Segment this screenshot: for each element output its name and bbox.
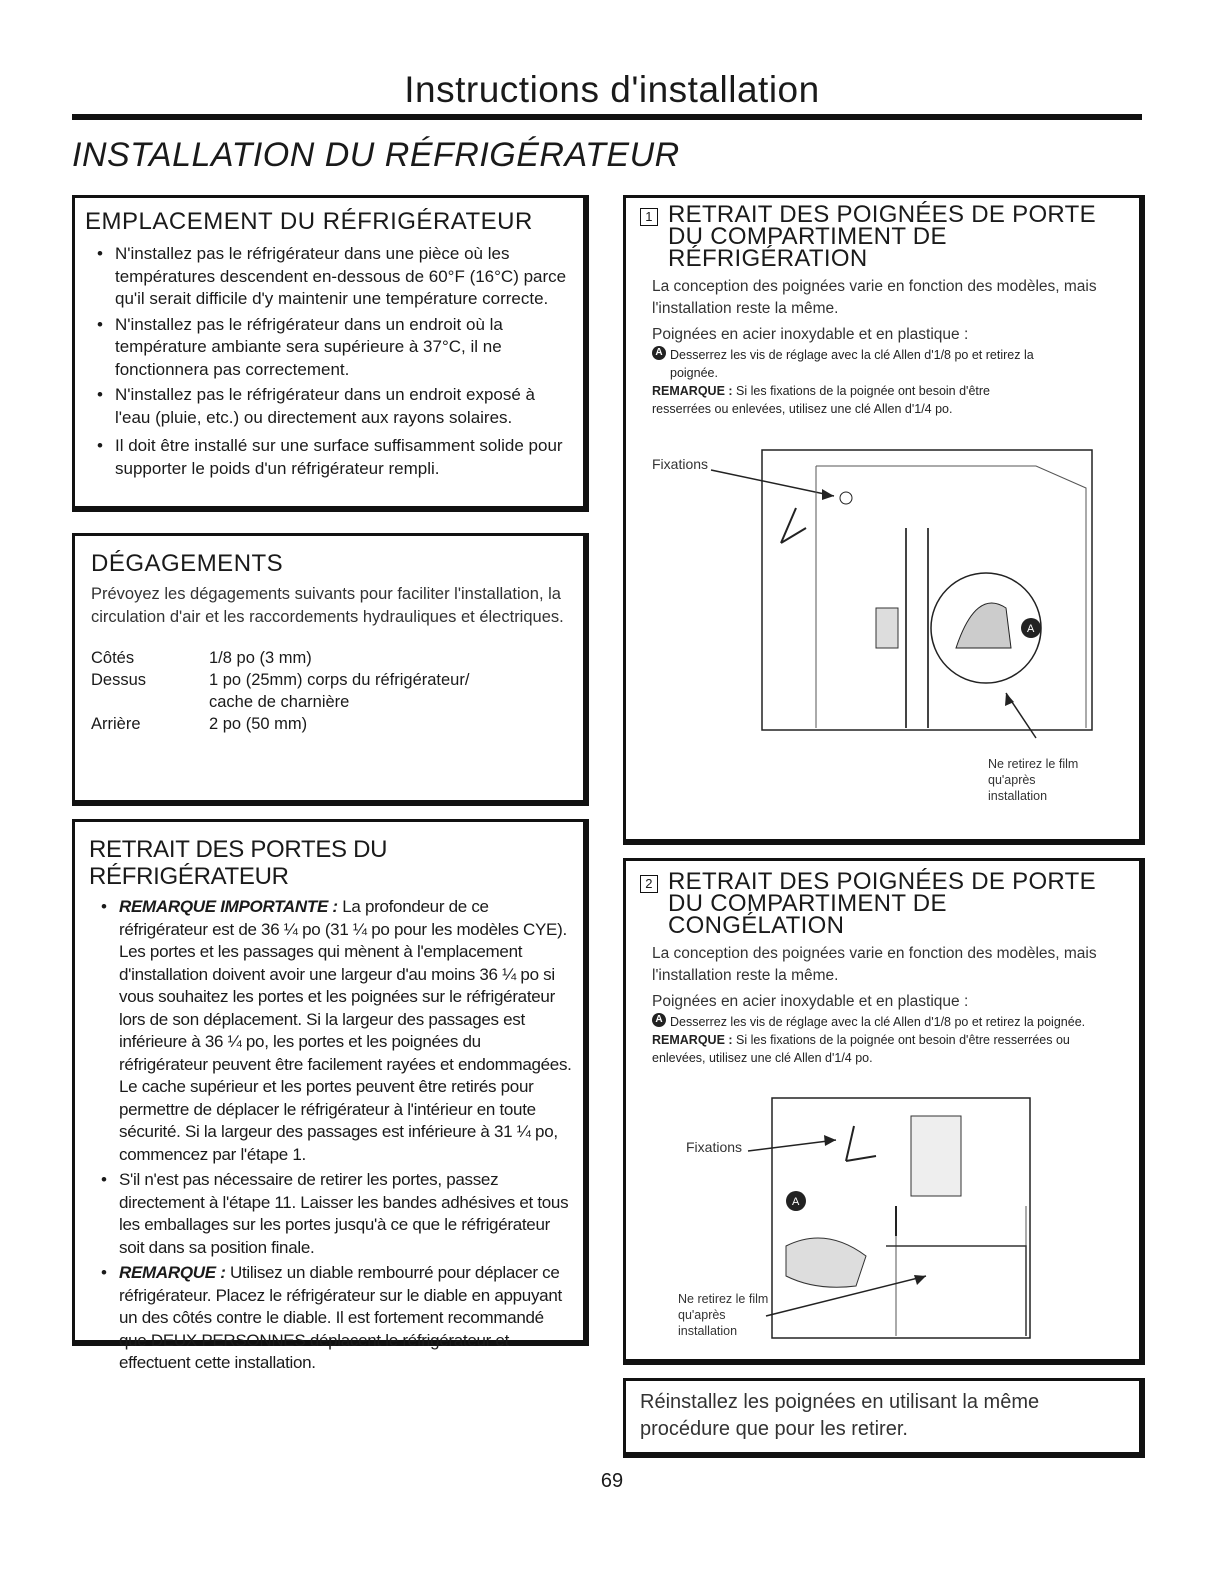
emplacement-heading: EMPLACEMENT DU RÉFRIGÉRATEUR: [85, 208, 533, 235]
reinstall-box: [623, 1378, 1145, 1458]
step1-intro: La conception des poignées varie en fonction des modèles, mais l'installation reste la même.: [652, 278, 1097, 317]
film-note: Ne retirez le film qu'après installation: [988, 757, 1079, 803]
section-heading: INSTALLATION DU RÉFRIGÉRATEUR: [72, 136, 680, 174]
clearance-value: 1/8 po (3 mm): [209, 649, 312, 667]
list-item: • N'installez pas le réfrigérateur dans une pièce où les températures descendent en-dessous de 60°F (16°C) parce qu'il serait difficile d'y maintenir une température correcte.: [85, 243, 569, 311]
freezer-handle-illustration: [736, 1096, 1046, 1341]
step1-note: REMARQUE : Si les fixations de la poignée ont besoin d'être resserrées ou enlevées, utilisez une clé Allen d'1/4 po.: [652, 384, 990, 416]
reinstall-text: Réinstallez les poignées en utilisant la même procédure que pour les retirer.: [640, 1391, 1040, 1440]
step2-subhead: Poignées en acier inoxydable et en plastique :: [652, 993, 969, 1010]
list-item: [89, 1262, 573, 1375]
list-item: • N'installez pas le réfrigérateur dans un endroit exposé à l'eau (pluie, etc.) ou directement aux rayons solaires.: [85, 384, 569, 429]
degagements-intro: Prévoyez les dégagements suivants pour faciliter l'installation, la circulation d'air et les raccordements hydrauliques et électriques.: [91, 585, 564, 626]
step1-box: [623, 195, 1145, 845]
note-lead: REMARQUE IMPORTANTE :: [119, 897, 338, 916]
step2-instruction: A Desserrez les vis de réglage avec la clé Allen d'1/8 po et retirez la poignée.: [640, 1013, 1129, 1031]
note-text: Utilisez un diable rembourré pour déplacer ce réfrigérateur. Placez le réfrigérateur sur le diable en appuyant un des côtés contre le diable. Il est fortement recommandé que DEUX PERSONNES déplacent le réfrigérateur et effectuent cette installation.: [119, 1263, 562, 1372]
step1-heading: [640, 201, 1129, 272]
clearance-label: Dessus: [91, 671, 147, 689]
emplacement-list: [85, 243, 569, 480]
svg-text:A: A: [1027, 623, 1035, 635]
step1-subhead: Poignées en acier inoxydable et en plastique :: [652, 326, 969, 343]
clearance-label: Côtés: [91, 649, 135, 667]
badge-a-icon: A: [652, 346, 666, 360]
clearance-row: [91, 647, 569, 669]
step2-title: RETRAIT DES POIGNÉES DE PORTE DU COMPARTIMENT DE CONGÉLATION: [668, 868, 1096, 939]
note-text: S'il n'est pas nécessaire de retirer les portes, passez directement à l'étape 11. Laisser les bandes adhésives et tous les emballages sur les portes jusqu'à ce que le réfrigérateur soit dans sa position finale.: [119, 1170, 569, 1257]
step-number: 1: [640, 208, 658, 226]
clearance-label: Arrière: [91, 715, 141, 733]
svg-text:A: A: [792, 1196, 800, 1208]
clearance-table: [91, 647, 569, 735]
list-item: • Il doit être installé sur une surface suffisamment solide pour supporter le poids d'un réfrigérateur rempli.: [85, 435, 569, 480]
badge-a-icon: A: [652, 1013, 666, 1027]
emplacement-box: [72, 195, 589, 512]
retrait-portes-box: [72, 819, 589, 1372]
note-text: La profondeur de ce réfrigérateur est de 36 ¼ po (31 ¼ po pour les modèles CYE). Les portes et les passages qui mènent à l'emplacement d'installation doivent avoir une largeur d'au moins 36 ¼ po si vous souhaitez les portes et les poignées sur le réfrigérateur lors de son déplacement. Si la largeur des passages est inférieure à 36 ¼ po, les portes et les poignées du réfrigérateur peuvent être facilement rayées et endommagées. Le cache supérieur et les portes peuvent être retirés pour permettre de déplacer le réfrigérateur à l'intérieur en toute sécurité. Si la largeur des passages est inférieure à 31 ¼ po, commencez par l'étape 1.: [119, 897, 572, 1164]
clearance-row: [91, 713, 569, 735]
step2-note: REMARQUE : Si les fixations de la poignée ont besoin d'être resserrées ou enlevées, utilisez une clé Allen d'1/4 po.: [652, 1033, 1070, 1065]
list-item: [89, 1169, 573, 1259]
step1-title: RETRAIT DES POIGNÉES DE PORTE DU COMPARTIMENT DE RÉFRIGÉRATION: [668, 201, 1096, 272]
page-number: 69: [600, 1470, 624, 1492]
list-item: [89, 896, 573, 1166]
clearance-row: [91, 669, 569, 713]
step1-instruction: A Desserrez les vis de réglage avec la clé Allen d'1/8 po et retirez la poignée.: [640, 346, 1129, 382]
page-title: Instructions d'installation: [404, 69, 820, 110]
clearance-value: 2 po (50 mm): [209, 715, 308, 733]
degagements-box: [72, 533, 589, 806]
retrait-portes-list: [89, 896, 573, 1375]
film-note: Ne retirez le film qu'après installation: [678, 1292, 769, 1338]
step-number: 2: [640, 875, 658, 893]
step2-intro: La conception des poignées varie en fonction des modèles, mais l'installation reste la même.: [652, 945, 1097, 984]
title-rule: [72, 114, 1142, 120]
list-item: • N'installez pas le réfrigérateur dans un endroit où la température ambiante sera supérieure à 37°C, il ne fonctionnera pas correctement.: [85, 314, 569, 382]
note-lead: REMARQUE :: [119, 1263, 226, 1282]
fixations-label: Fixations: [686, 1139, 743, 1155]
step2-box: [623, 858, 1145, 1365]
fixations-label: Fixations: [652, 456, 709, 472]
retrait-portes-heading: RETRAIT DES PORTES DU RÉFRIGÉRATEUR: [89, 836, 388, 890]
degagements-heading: DÉGAGEMENTS: [91, 550, 284, 577]
clearance-value: 1 po (25mm) corps du réfrigérateur/ cache de charnière: [209, 671, 470, 711]
step2-heading: [640, 868, 1129, 939]
